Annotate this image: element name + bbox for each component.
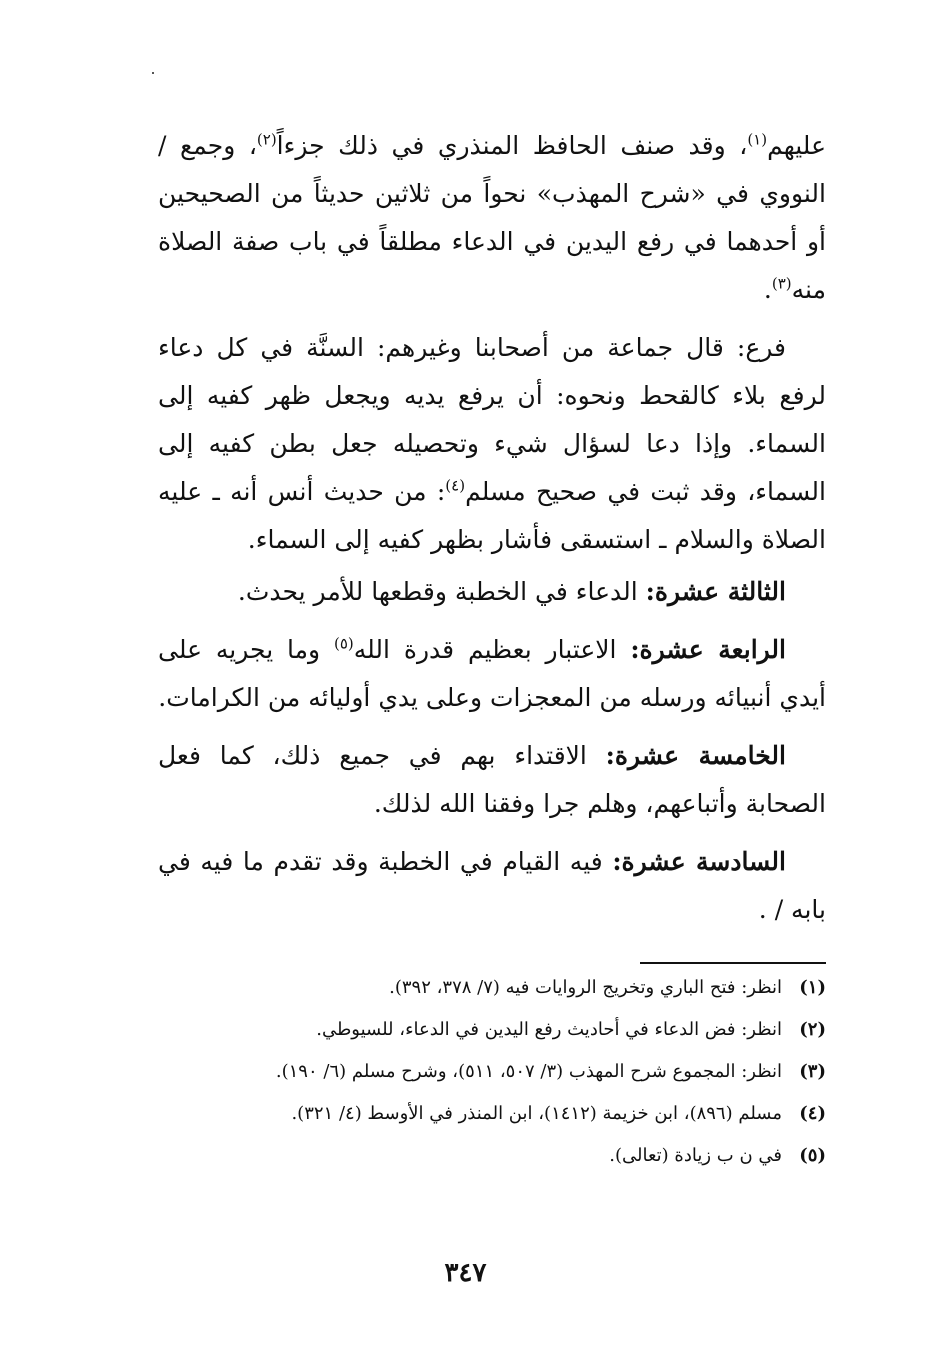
footnote-text: في ن ب زيادة (تعالى). <box>609 1145 782 1166</box>
paragraph-6 <box>158 838 826 934</box>
footnote-ref-4: (٤) <box>445 476 466 495</box>
p6-lead: السادسة عشرة: <box>612 847 786 876</box>
p2-text-a: فرع: قال جماعة من أصحابنا وغيرهم: السنَّة في كل دعاء لرفع بلاء كالقحط ونحوه: أن يرفع يديه ويجعل ظهر كفيه إلى السماء. وإذا دعا لسؤال شيء وتحصيله جعل بطن كفيه إلى السماء، وقد ثبت في صحيح مسلم <box>158 333 826 506</box>
footnote-5 <box>158 1140 826 1172</box>
p5-text: الاقتداء بهم في جميع ذلك، كما فعل الصحابة وأتباعهم، وهلم جرا وفقنا الله لذلك. <box>158 741 826 818</box>
p4-lead: الرابعة عشرة: <box>630 635 786 664</box>
page-number: ٣٤٧ <box>444 1258 487 1288</box>
footnote-ref-5: (٥) <box>333 634 354 653</box>
footnote-text: مسلم (٨٩٦)، ابن خزيمة (١٤١٢)، ابن المنذر في الأوسط (٤/ ٣٢١). <box>291 1103 782 1124</box>
p1-text-d: . <box>763 275 772 304</box>
p3-lead: الثالثة عشرة: <box>645 577 786 606</box>
p3-text: الدعاء في الخطبة وقطعها للأمر يحدث. <box>237 577 646 606</box>
p1-text-a: عليهم <box>767 131 826 160</box>
footnote-number: (٢) <box>799 1019 826 1040</box>
footnote-number: (٣) <box>799 1061 826 1082</box>
paragraph-3 <box>158 568 826 616</box>
footnote-number: (٤) <box>799 1103 826 1124</box>
footnote-number: (١) <box>799 977 826 998</box>
footnote-4 <box>158 1098 826 1130</box>
footnote-text: انظر: المجموع شرح المهذب (٣/ ٥٠٧، ٥١١)، وشرح مسلم (٦/ ١٩٠). <box>275 1061 782 1082</box>
p5-lead: الخامسة عشرة: <box>605 741 786 770</box>
p6-text: فيه القيام في الخطبة وقد تقدم ما فيه في بابه / . <box>158 847 826 924</box>
paragraph-1 <box>158 122 826 314</box>
p4-text-a: الاعتبار بعظيم قدرة الله <box>353 635 631 664</box>
footnote-number: (٥) <box>799 1145 826 1166</box>
scan-speck <box>152 72 154 74</box>
footnote-text: انظر: فض الدعاء في أحاديث رفع اليدين في الدعاء، للسيوطي. <box>316 1019 782 1040</box>
footnote-ref-1: (١) <box>747 130 768 149</box>
paragraph-2 <box>158 324 826 564</box>
footnote-text: انظر: فتح الباري وتخريج الروايات فيه (٧/ ٣٧٨، ٣٩٢). <box>389 977 782 998</box>
p1-text-b: ، وقد صنف الحافظ المنذري في ذلك جزءاً <box>276 131 748 160</box>
footnote-ref-3: (٣) <box>771 274 792 293</box>
footnote-separator <box>640 962 826 964</box>
footnote-3 <box>158 1056 826 1088</box>
footnotes <box>158 972 826 1182</box>
main-text <box>158 122 826 934</box>
footnote-2 <box>158 1014 826 1046</box>
footnote-ref-2: (٢) <box>256 130 277 149</box>
p2-text-b: : من حديث أنس أنه ـ عليه الصلاة والسلام ـ استسقى فأشار بظهر كفيه إلى السماء. <box>158 477 826 554</box>
footnote-1 <box>158 972 826 1004</box>
paragraph-4 <box>158 626 826 722</box>
p1-text-c: ، وجمع / النووي في «شرح المهذب» نحواً من ثلاثين حديثاً من الصحيحين أو أحدهما في رفع اليدين في الدعاء مطلقاً في باب صفة الصلاة منه <box>158 131 826 304</box>
paragraph-5 <box>158 732 826 828</box>
p4-text-b: وما يجريه على أيدي أنبيائه ورسله من المعجزات وعلى يدي أوليائه من الكرامات. <box>158 635 826 712</box>
